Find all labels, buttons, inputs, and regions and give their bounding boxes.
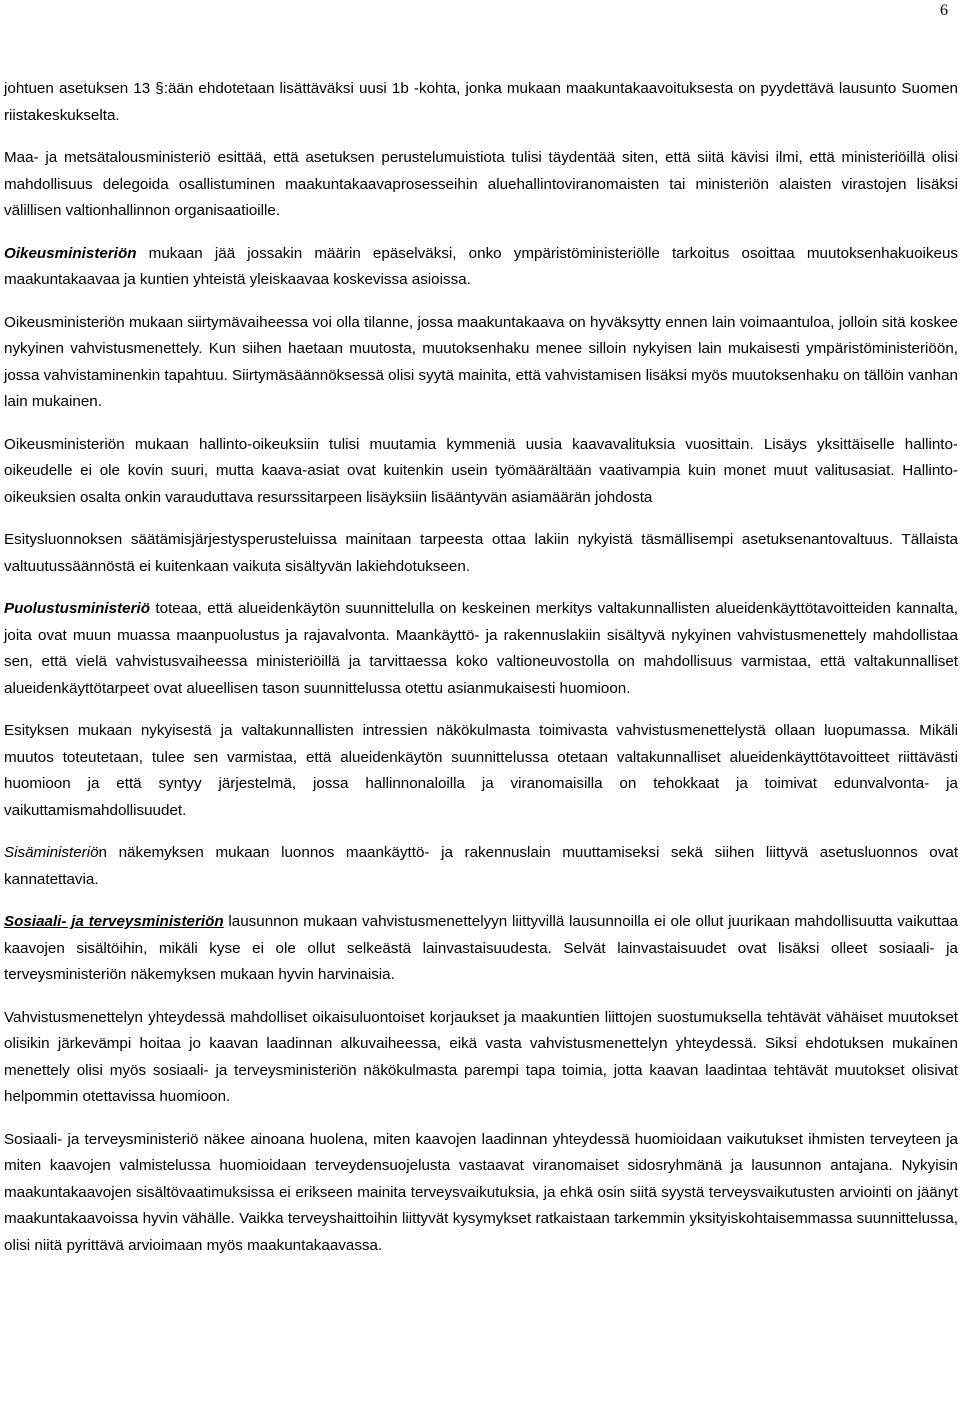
ministry-name: Oikeusministeriön [4, 244, 137, 262]
ministry-name: Sisäministeriö [4, 844, 99, 861]
paragraph: Esityksen mukaan nykyisestä ja valtakunnallisten intressien näkökulmasta toimivasta vahvistusmenettelystä ollaan luopumassa. Mikäli muutos toteutetaan, tulee sen varmistaa, että alueidenkäytön suunnittelussa otetaan valtakunnalliset alueidenkäyttötavoitteet riittävästi huomioon ja että syntyy järjestelmä, jossa hallinnonaloilla ja viranomaisilla on tehokkaat ja toimivat edunvalvonta- ja vaikuttamismahdollisuudet. [4, 722, 958, 819]
paragraph: Maa- ja metsätalousministeriö esittää, että asetuksen perustelumuistiota tulisi täydentää siten, että siitä kävisi ilmi, että ministeriöillä olisi mahdollisuus delegoida osallistuminen maakuntakaavaprosesseihin aluehallintoviranomaisten tai ministeriön alaisten virastojen lisäksi välillisen valtionhallinnon organisaatioille. [4, 149, 958, 219]
paragraph: Esitysluonnoksen säätämisjärjestysperusteluissa mainitaan tarpeesta ottaa lakiin nykyistä täsmällisempi asetuksenantovaltuus. Tällaista valtuutussäännöstä ei kuitenkaan vaikuta sisältyvän lakiehdotukseen. [4, 531, 958, 575]
paragraph: Oikeusministeriön mukaan siirtymävaiheessa voi olla tilanne, jossa maakuntakaava on hyväksytty ennen lain voimaantuloa, jolloin sitä koskee nykyinen vahvistusmenettely. Kun siihen haetaan muutosta, muutoksenhaku menee silloin nykyisen lain mukaisesti ympäristöministeriöön, jossa vahvistaminenkin tapahtuu. Siirtymäsäännöksessä olisi syytä mainita, että vahvistamisen lisäksi myös muutoksenhaku on tällöin vanhan lain mukainen. [4, 313, 958, 410]
document-body [4, 76, 958, 1275]
paragraph: Oikeusministeriön mukaan hallinto-oikeuksiin tulisi muutamia kymmeniä uusia kaavavalituksia vuosittain. Lisäys yksittäiselle hallinto-oikeudelle ei ole kovin suuri, mutta kaava-asiat ovat kuitenkin usein työmäärältään vaativampia kuin monet muut valitusasiat. Hallinto-oikeuksien osalta onkin varauduttava resurssitarpeen lisäyksiin lisääntyvän asiamäärän johdosta [4, 435, 958, 506]
paragraph: Sosiaali- ja terveysministeriö näkee ainoana huolena, miten kaavojen laadinnan yhteydessä huomioidaan vaikutukset ihmisten terveyteen ja miten kaavojen valmistelussa huomioidaan terveydensuojelusta vastaavat viranomaiset sidosryhmänä ja lausunnon antajana. Nykyisin maakuntakaavojen sisältövaatimuksissa ei erikseen mainita terveysvaikutuksia, ja ehkä osin siitä syystä terveysvaikutusten arviointi on jäänyt maakuntakaavoissa hyvin vähälle. Vaikka terveyshaittoihin liittyvät kysymykset ratkaistaan tarkemmin yksityiskohtaisemmassa suunnittelussa, olisi niitä pyrittävä arvioimaan myös maakuntakaavassa. [4, 1130, 958, 1254]
paragraph: Sisäministeriön näkemyksen mukaan luonnos maankäyttö- ja rakennuslain muuttamiseksi sekä siihen liittyvä asetusluonnos ovat kannatettavia. [4, 844, 958, 888]
ministry-name: Sosiaali- ja terveysministeriön [4, 913, 224, 930]
paragraph: Sosiaali- ja terveysministeriön lausunnon mukaan vahvistusmenettelyyn liittyvillä lausunnoilla ei ole ollut juurikaan mahdollisuutta vaikuttaa kaavojen sisältöihin, mikäli kyse ei ole ollut selkeästä lainvastaisuudesta. Selvät lainvastaisuudet ovat lisäksi olleet sosiaali- ja terveysministeriön näkemyksen mukaan hyvin harvinaisia. [4, 913, 958, 983]
paragraph: Puolustusministeriö toteaa, että alueidenkäytön suunnittelulla on keskeinen merkitys valtakunnallisten alueidenkäyttötavoitteiden kannalta, joita ovat muun muassa maanpuolustus ja rajavalvonta. Maankäyttö- ja rakennuslakiin sisältyvä nykyinen vahvistusmenettely mahdollistaa sen, että vielä vahvistusvaiheessa ministeriöillä ja tarvittaessa koko valtioneuvostolla on mahdollisuus varmistaa, että valtakunnalliset alueidenkäyttötarpeet ovat alueellisen tason suunnittelussa otettu asianmukaisesti huomioon. [4, 600, 958, 697]
paragraph: Oikeusministeriön mukaan jää jossakin määrin epäselväksi, onko ympäristöministeriölle tarkoitus osoittaa muutoksenhakuoikeus maakuntakaavaa ja kuntien yhteistä yleiskaavaa koskevissa asioissa. [4, 244, 958, 288]
paragraph: johtuen asetuksen 13 §:ään ehdotetaan lisättäväksi uusi 1b -kohta, jonka mukaan maakuntakaavoituksesta on pyydettävä lausunto Suomen riistakeskukselta. [4, 80, 958, 124]
page-number: 6 [940, 2, 948, 19]
paragraph: Vahvistusmenettelyn yhteydessä mahdolliset oikaisuluontoiset korjaukset ja maakuntien liittojen suostumuksella tehtävät vähäiset muutokset olisikin järkevämpi hoitaa jo kaavan laadinnan alkuvaiheessa, eikä vasta vahvistusmenettelyn yhteydessä. Siksi ehdotuksen mukainen menettely olisi myös sosiaali- ja terveysministeriön näkökulmasta parempi tapa toimia, jotta kaavan laadintaa tehtävät muutokset olisivat helpommin otettavissa huomioon. [4, 1008, 958, 1105]
ministry-name: Puolustusministeriö [4, 600, 150, 617]
